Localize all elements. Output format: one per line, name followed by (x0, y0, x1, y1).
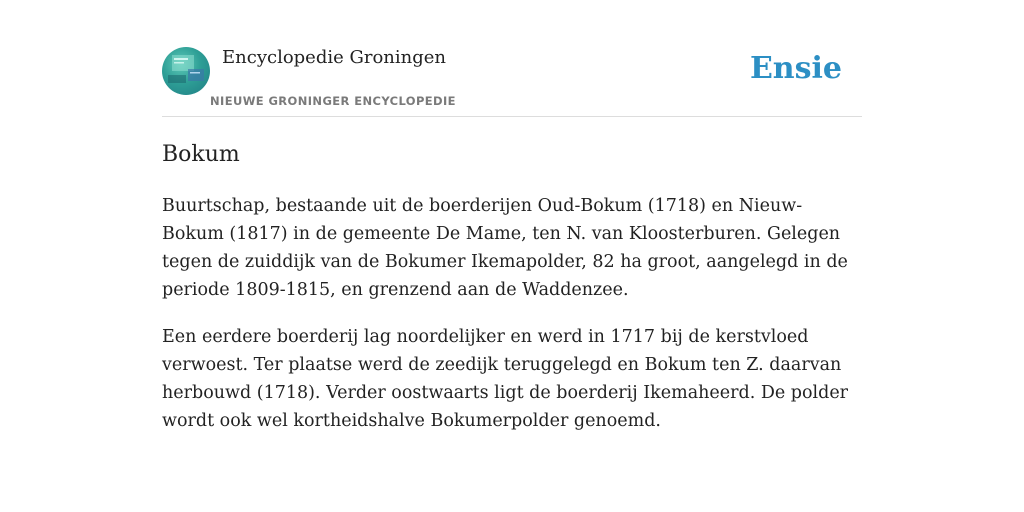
site-title[interactable]: Encyclopedie Groningen (222, 47, 447, 68)
article-paragraph: Een eerdere boerderij lag noordelijker en werd in 1717 bij de kerstvloed verwoest. Ter plaatse werd de zeedijk teruggelegd en Bokum ten Z. daarvan herbouwd (1718). Verder oostwaarts ligt de boerderij Ikemaheerd. De polder wordt ook wel kortheidshalve Bokumerpolder genoemd. (162, 327, 849, 431)
article-paragraph: Buurtschap, bestaande uit de boerderijen Oud-Bokum (1718) en Nieuw-Bokum (1817) in de gemeente De Mame, ten N. van Kloosterburen. Gelegen tegen de zuiddijk van de Bokumer Ikemapolder, 82 ha groot, aangelegd in de periode 1809-1815, en grenzend aan de Waddenzee. (162, 196, 848, 300)
article-title: Bokum (162, 142, 240, 167)
article-body (162, 192, 862, 454)
page-container (162, 0, 862, 431)
site-header (162, 0, 862, 117)
ensie-logo-link[interactable]: Ensie (749, 51, 842, 86)
site-subtitle: NIEUWE GRONINGER ENCYCLOPEDIE (210, 94, 456, 108)
encyclopedia-cover-icon[interactable] (162, 47, 210, 95)
